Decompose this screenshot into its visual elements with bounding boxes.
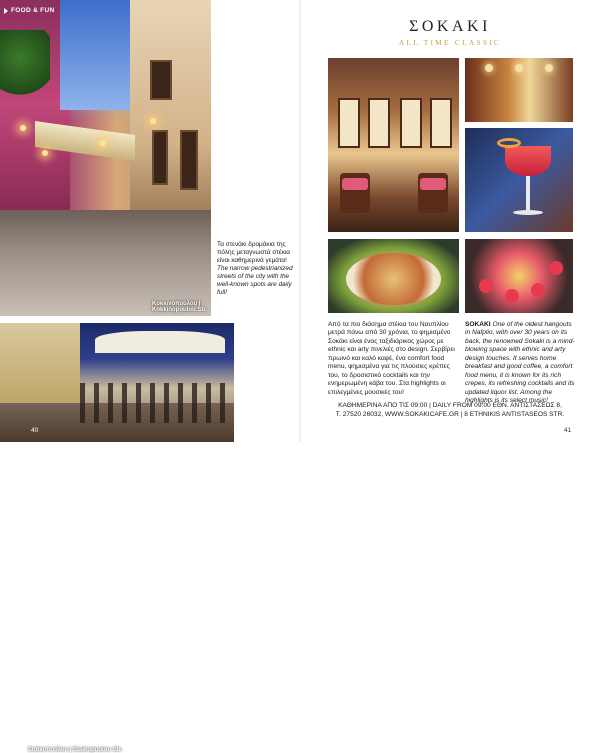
main-photo-street-caption: Κοκκινοπούλου | Kokkinopoulou Str. — [152, 301, 207, 313]
venue-info-hours: ΚΑΘΗΜΕΡΙΝΑ ΑΠΟ ΤΙΣ 09:00 | DAILY FROM 09:00 ΕΘΝ. ΑΝΤΙΣΤΑΣΕΩΣ 8, — [338, 402, 562, 409]
interior-photo — [328, 58, 459, 232]
page-number-right: 41 — [564, 427, 572, 434]
article-body-english-lead: SOKAKI — [465, 321, 491, 328]
venue-title: ΣΟΚΑΚΙ — [409, 18, 491, 35]
cocktail-photo — [465, 128, 573, 232]
venue-subtitle: ALL TIME CLASSIC — [398, 38, 502, 47]
food-photo-dessert — [465, 239, 573, 313]
food-photo-plate — [328, 239, 459, 313]
venue-info-contact: Τ. 27520 26032, WWW.SOKAKICAFE.GR | 8 ETHNIKIS ANTISTASEOS STR. — [335, 410, 565, 418]
venue-info — [300, 402, 600, 419]
side-caption — [217, 241, 293, 297]
secondary-photo-street-caption: Σταϊκοπούλου | Staikopoulou Str. — [28, 747, 123, 753]
bar-photo — [465, 58, 573, 122]
section-tag — [4, 7, 54, 14]
article-body-greek: Από τα πιο διάσημα στέκια του Ναυπλίου μετρά πάνω από 30 χρόνια, το φημισμένο Σοκάκι είναι ένας ταξιδιάρικος χώρος με ethnic και arty πινελιές στο design. Σερβίρει πρωινό και καλό καφέ, ένα comfort food menu, φημισμένα για τις πλούσιες κρέπες του, το δροσιστικό cocktails και την ενημερωμένη κάβα του. Στα highlights οι επιλεγμένες μουσικές του! — [328, 321, 455, 396]
section-tag-label: FOOD & FUN — [11, 7, 55, 14]
section-marker-icon — [4, 8, 8, 14]
side-caption-greek: Τα στενάκι δρομάκια της πόλης μεταγνωστά στέκια είναι καθημερινά γεμάτα! — [217, 241, 290, 264]
side-caption-english: The narrow pedestrianized streets of the city with the well-known spots are daily full! — [217, 265, 293, 296]
street-photo-secondary — [0, 323, 234, 753]
article-body-english-text: One of the oldest hangouts in Nafplio, with over 30 years on its back, the renowned Sokaki is a mind-blowing space with ethnic and arty design touches. It serves home breakfast and good coffee, a comfort food menu, it is known for its rich crepes, its refreshing cocktails and its updated liquor list. Among the highlights is its select music! — [465, 321, 575, 404]
street-photo-main — [0, 0, 211, 316]
page-gutter — [299, 0, 301, 442]
page-number-left: 40 — [31, 427, 39, 434]
article-body-english — [465, 321, 575, 405]
